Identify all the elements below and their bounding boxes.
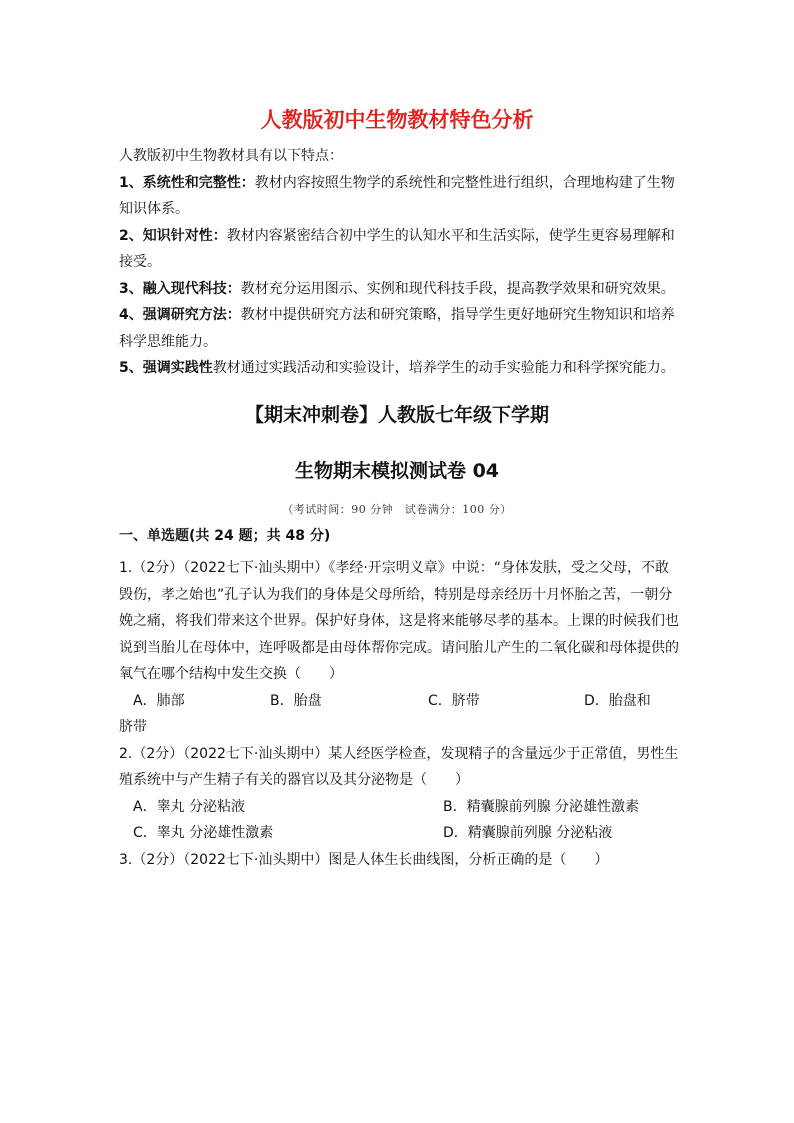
feature-item <box>119 223 679 250</box>
question-line: 2.（2分）（2022七下·汕头期中）某人经医学检查，发现精子的含量远少于正常值，男性生 <box>119 745 679 762</box>
feature-label: 2、知识针对性： <box>119 227 227 244</box>
exam-note: （考试时间：90 分钟 试卷满分：100 分） <box>282 503 512 516</box>
feature-continuation: 知识体系。 <box>119 201 189 217</box>
question-line: 3.（2分）（2022七下·汕头期中）图是人体生长曲线图，分析正确的是（ ） <box>119 851 609 868</box>
question-line: 毁伤，孝之始也”孔子认为我们的身体是父母所给，特别是母亲经历十月怀胎之苦，一朝分 <box>119 586 673 603</box>
question-3 <box>119 847 679 874</box>
option-a: A．肺部 <box>133 692 185 709</box>
feature-text: 教材内容按照生物学的系统性和完整性进行组织，合理地构建了生物 <box>254 174 675 191</box>
question-line: 氧气在哪个结构中发生交换（ ） <box>119 666 343 682</box>
feature-item <box>119 276 679 303</box>
question-line: 说到当胎儿在母体中，连呼吸都是由母体帮你完成。请问胎儿产生的二氧化碳和母体提供的 <box>119 639 679 656</box>
option-c: C．睾丸 分泌雄性激素 <box>133 825 274 841</box>
question-1 <box>119 555 679 741</box>
question-list <box>119 555 679 873</box>
intro-section <box>119 143 679 382</box>
options-row <box>119 688 679 715</box>
feature-label: 1、系统性和完整性： <box>119 174 255 191</box>
option-continuation: 脐带 <box>119 719 147 735</box>
question-line: 殖系统中与产生精子有关的器官以及其分泌物是（ ） <box>119 772 469 788</box>
exam-title-line2: 生物期末模拟测试卷 04 <box>294 460 500 482</box>
feature-text: 教材通过实践活动和实验设计，培养学生的动手实验能力和科学探究能力。 <box>212 360 675 376</box>
feature-label: 4、强调研究方法： <box>119 307 241 323</box>
feature-text: 教材充分运用图示、实例和现代科技手段，提高教学效果和研究效果。 <box>240 280 675 297</box>
option-c: C．脐带 <box>428 692 480 709</box>
feature-text: 教材中提供研究方法和研究策略，指导学生更好地研究生物知识和培养 <box>240 307 675 323</box>
option-d: D．精囊腺前列腺 分泌粘液 <box>443 825 613 841</box>
section-heading: 一、单选题(共 24 题；共 48 分) <box>119 528 331 544</box>
feature-continuation: 科学思维能力。 <box>119 333 217 350</box>
options-row <box>119 794 679 821</box>
feature-continuation: 接受。 <box>119 254 161 270</box>
question-2 <box>119 741 679 847</box>
feature-item <box>119 170 679 197</box>
option-a: A．睾丸 分泌粘液 <box>133 798 246 815</box>
options-row <box>119 820 679 847</box>
feature-label: 3、融入现代科技： <box>119 280 241 297</box>
feature-item <box>119 355 679 382</box>
feature-text: 教材内容紧密结合初中学生的认知水平和生活实际，使学生更容易理解和 <box>226 227 675 244</box>
option-b: B．胎盘 <box>270 692 322 709</box>
option-d: D．胎盘和 <box>584 692 651 709</box>
question-line: 娩之痛，将我们带来这个世界。保护好身体，这是将来能够尽孝的基本。上课的时候我们也 <box>119 613 679 629</box>
feature-label: 5、强调实践性 <box>119 360 213 376</box>
exam-title-line1: 【期末冲刺卷】人教版七年级下学期 <box>244 404 549 426</box>
feature-item <box>119 302 679 329</box>
option-b: B．精囊腺前列腺 分泌雄性激素 <box>443 798 640 815</box>
question-line: 1.（2分）（2022七下·汕头期中）《孝经·开宗明义章》中说：“身体发肤，受之父母，不敢 <box>119 560 670 576</box>
page-title: 人教版初中生物教材特色分析 <box>260 108 534 132</box>
intro-lead: 人教版初中生物教材具有以下特点： <box>119 148 343 164</box>
